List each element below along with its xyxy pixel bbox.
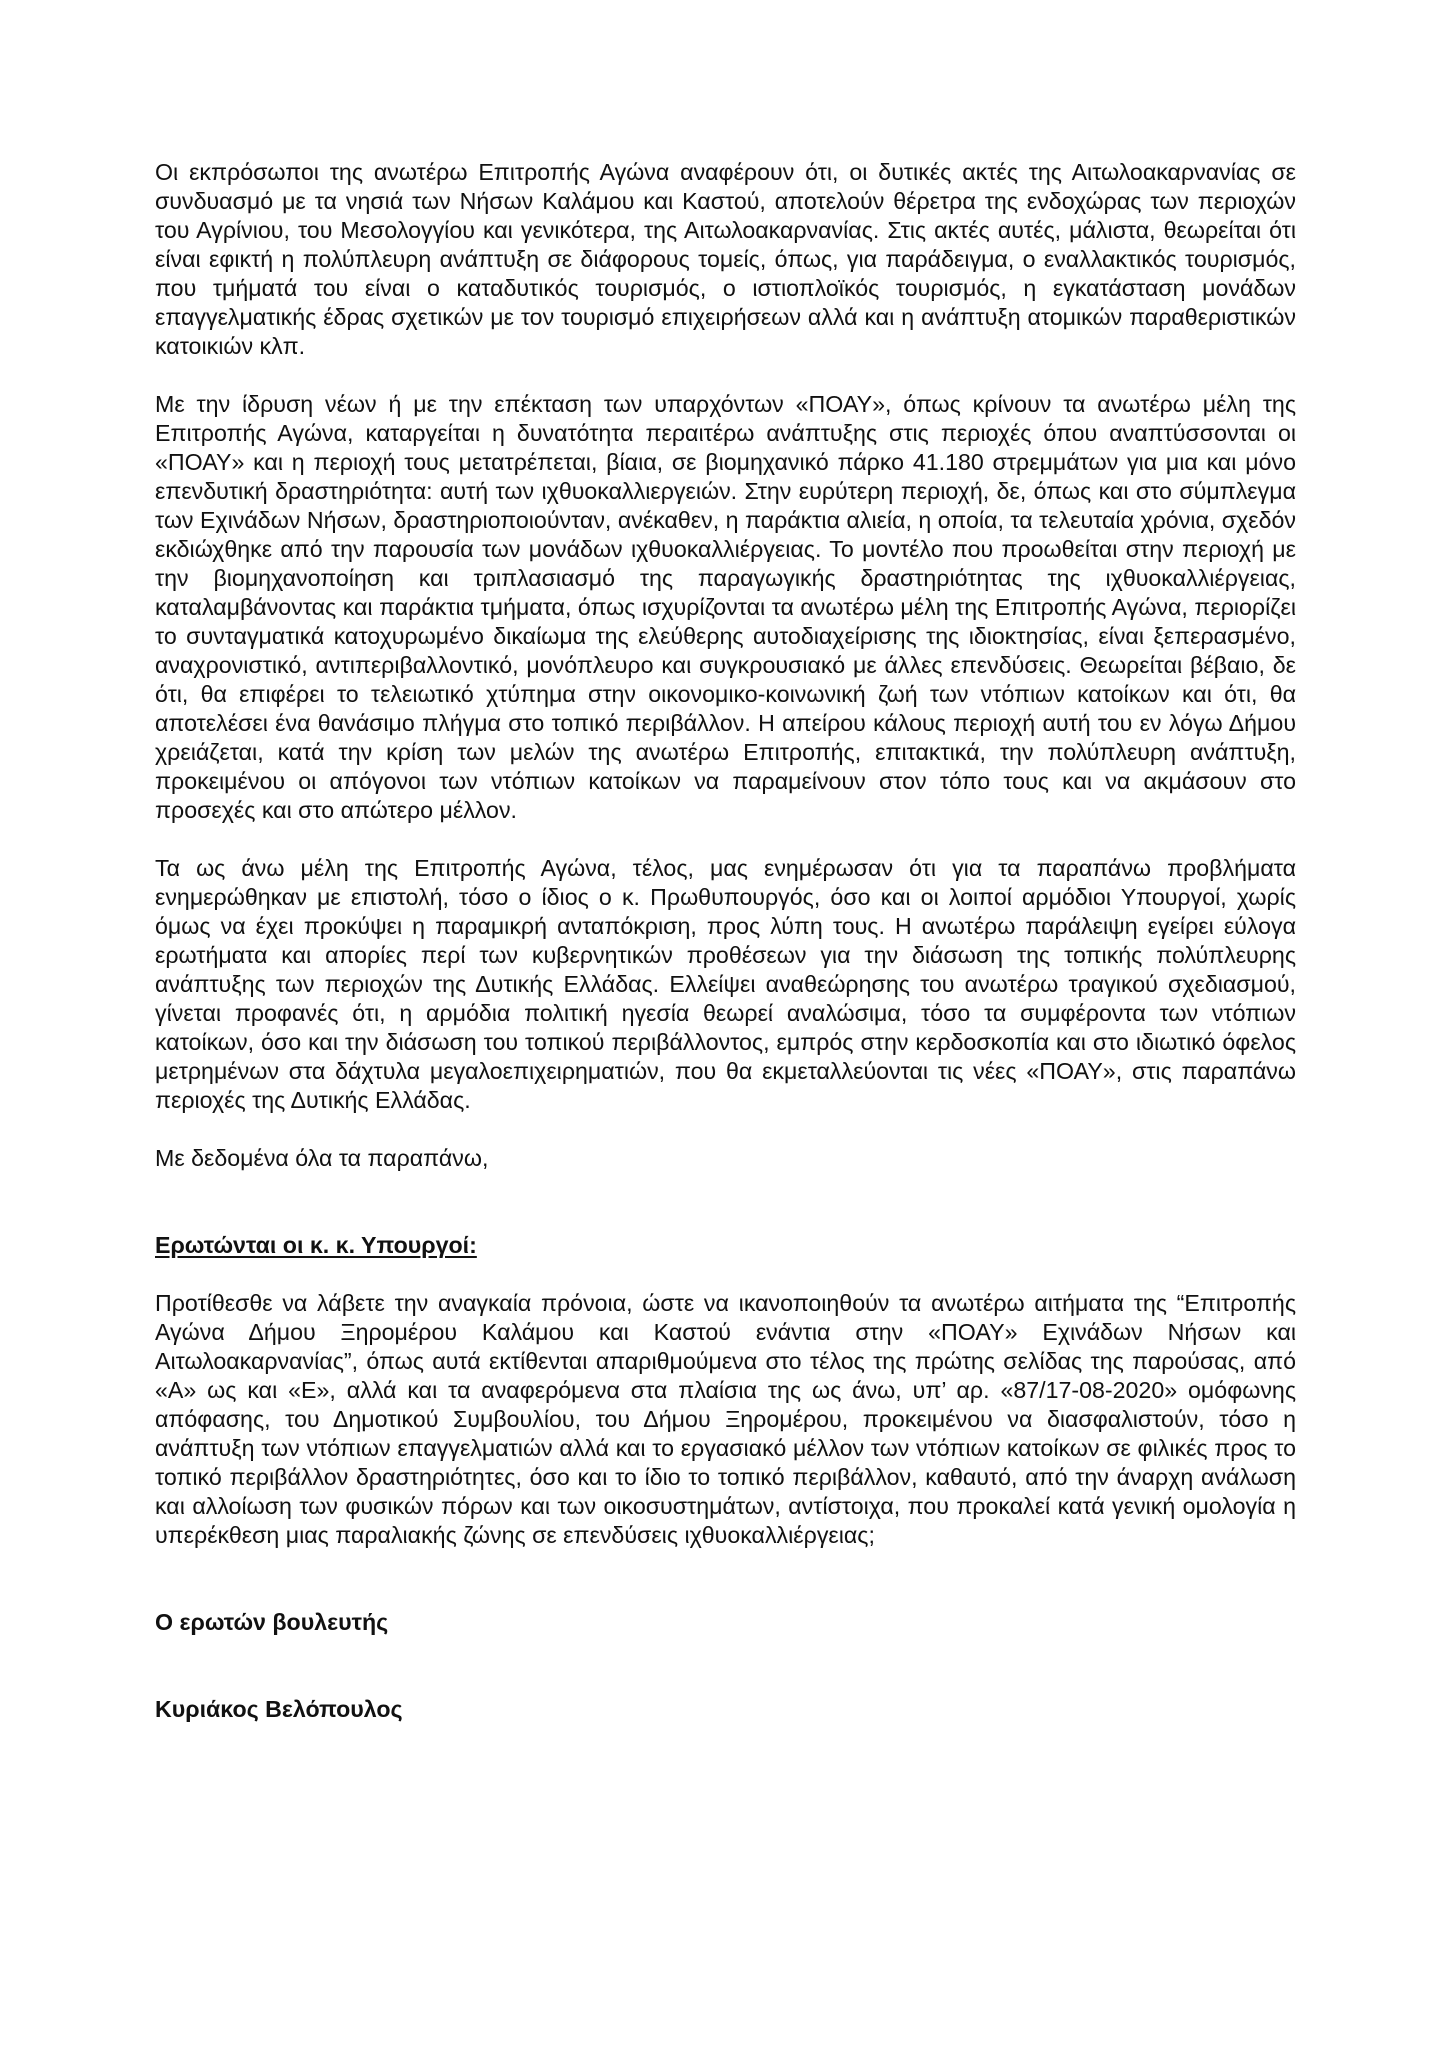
question-text: Προτίθεσθε να λάβετε την αναγκαία πρόνοια, ώστε να ικανοποιηθούν τα ανωτέρω αιτήματα της “Επιτροπής Αγώνα Δήμου Ξηρομέρου Καλάμου και Καστού ενάντια στην «ΠΟΑΥ» Εχινάδων Νήσων και Αιτωλοακαρνανίας”, όπως αυτά εκτίθενται απαριθμούμενα στο τέλος της πρώτης σελίδας της παρούσας, από «Α» ως και «Ε», αλλά και τα αναφερόμενα στα πλαίσια της ως άνω, υπ’ αρ. «87/17-08-2020» ομόφωνης απόφασης, του Δημοτικού Συμβουλίου, του Δήμου Ξηρομέρου, προκειμένου να διασφαλιστούν, τόσο η ανάπτυξη των ντόπιων επαγγελματιών αλλά και το εργασιακό μέλλον των ντόπιων κατοίκων σε φιλικές προς το τοπικό περιβάλλον δραστηριότητες, όσο και το ίδιο το τοπικό περιβάλλον, καθαυτό, από την άναρχη ανάλωση και αλλοίωση των φυσικών πόρων και των οικοσυστημάτων, αντίστοιχα, που προκαλεί κατά γενική ομολογία η υπερέκθεση μιας παραλιακής ζώνης σε επενδύσεις ιχθυοκαλλιέργειας;	[155, 1290, 1296, 1548]
signature-name: Κυριάκος Βελόπουλος	[155, 1696, 403, 1722]
signature-role: Ο ερωτών βουλευτής	[155, 1609, 389, 1635]
paragraph-government-response: Τα ως άνω μέλη της Επιτροπής Αγώνα, τέλος, μας ενημέρωσαν ότι για τα παραπάνω προβλήματα ενημερώθηκαν με επιστολή, τόσο ο ίδιος ο κ. Πρωθυπουργός, όσο και οι λοιποί αρμόδιοι Υπουργοί, χωρίς όμως να έχει προκύψει η παραμικρή ανταπόκριση, προς λύπη τους. Η ανωτέρω παράλειψη εγείρει εύλογα ερωτήματα και απορίες περί των κυβερνητικών προθέσεων για την διάσωση της τοπικής πολύπλευρης ανάπτυξης των περιοχών της Δυτικής Ελλάδας. Ελλείψει αναθεώρησης του ανωτέρω τραγικού σχεδιασμού, γίνεται προφανές ότι, η αρμόδια πολιτική ηγεσία θεωρεί αναλώσιμα, τόσο τα συμφέροντα των ντόπιων κατοίκων, όσο και την διάσωση του τοπικού περιβάλλοντος, εμπρός στην κερδοσκοπία και στο ιδιωτικό όφελος μετρημένων στα δάχτυλα μεγαλοεπιχειρηματιών, που θα εκμεταλλεύονται τις νέες «ΠΟΑΥ», στις παραπάνω περιοχές της Δυτικής Ελλάδας.	[155, 855, 1296, 1113]
paragraph-poay-impact: Με την ίδρυση νέων ή με την επέκταση των υπαρχόντων «ΠΟΑΥ», όπως κρίνουν τα ανωτέρω μέλη της Επιτροπής Αγώνα, καταργείται η δυνατότητα περαιτέρω ανάπτυξης στις περιοχές όπου αναπτύσσονται οι «ΠΟΑΥ» και η περιοχή τους μετατρέπεται, βίαια, σε βιομηχανικό πάρκο 41.180 στρεμμάτων για μια και μόνο επενδυτική δραστηριότητα: αυτή των ιχθυοκαλλιεργειών. Στην ευρύτερη περιοχή, δε, όπως και στο σύμπλεγμα των Εχινάδων Νήσων, δραστηριοποιούνταν, ανέκαθεν, η παράκτια αλιεία, η οποία, τα τελευταία χρόνια, σχεδόν εκδιώχθηκε από την παρουσία των μονάδων ιχθυοκαλλιέργειας. Το μοντέλο που προωθείται στην περιοχή με την βιομηχανοποίηση και τριπλασιασμό της παραγωγικής δραστηριότητας της ιχθυοκαλλιέργειας, καταλαμβάνοντας και παράκτια τμήματα, όπως ισχυρίζονται τα ανωτέρω μέλη της Επιτροπής Αγώνα, περιορίζει το συνταγματικά κατοχυρωμένο δικαίωμα της ελεύθερης αυτοδιαχείρισης της ιδιοκτησίας, είναι ξεπερασμένο, αναχρονιστικό, αντιπεριβαλλοντικό, μονόπλευρο και συγκρουσιακό με άλλες επενδύσεις. Θεωρείται βέβαιο, δε ότι, θα επιφέρει το τελειωτικό χτύπημα στην οικονομικο-κοινωνική ζωή των ντόπιων κατοίκων και ότι, θα αποτελέσει ένα θανάσιμο πλήγμα στο τοπικό περιβάλλον. Η απείρου κάλους περιοχή αυτή του εν λόγω Δήμου χρειάζεται, κατά την κρίση των μελών της ανωτέρω Επιτροπής, επιτακτικά, την πολύπλευρη ανάπτυξη, προκειμένου οι απόγονοι των ντόπιων κατοίκων να παραμείνουν στον τόπο τους και να ακμάσουν στο προσεχές και στο απώτερο μέλλον.	[155, 391, 1296, 823]
paragraph-coastal-development: Οι εκπρόσωποι της ανωτέρω Επιτροπής Αγώνα αναφέρουν ότι, οι δυτικές ακτές της Αιτωλοακαρνανίας σε συνδυασμό με τα νησιά των Νήσων Καλάμου και Καστού, αποτελούν θέρετρα της ενδοχώρας των περιοχών του Αγρίνιου, του Μεσολογγίου και γενικότερα, της Αιτωλοακαρνανίας. Στις ακτές αυτές, μάλιστα, θεωρείται ότι είναι εφικτή η πολύπλευρη ανάπτυξη σε διάφορους τομείς, όπως, για παράδειγμα, ο εναλλακτικός τουρισμός, που τμήματά του είναι ο καταδυτικός τουρισμός, ο ιστιοπλοϊκός τουρισμός, η εγκατάσταση μονάδων επαγγελματικής έδρας σχετικών με τον τουρισμό επιχειρήσεων αλλά και η ανάπτυξη ατομικών παραθεριστικών κατοικιών κλπ.	[155, 159, 1296, 359]
document-page	[155, 158, 1296, 1724]
question-heading: Ερωτώνται οι κ. κ. Υπουργοί:	[155, 1232, 477, 1258]
paragraph-transition: Με δεδομένα όλα τα παραπάνω,	[155, 1145, 489, 1171]
